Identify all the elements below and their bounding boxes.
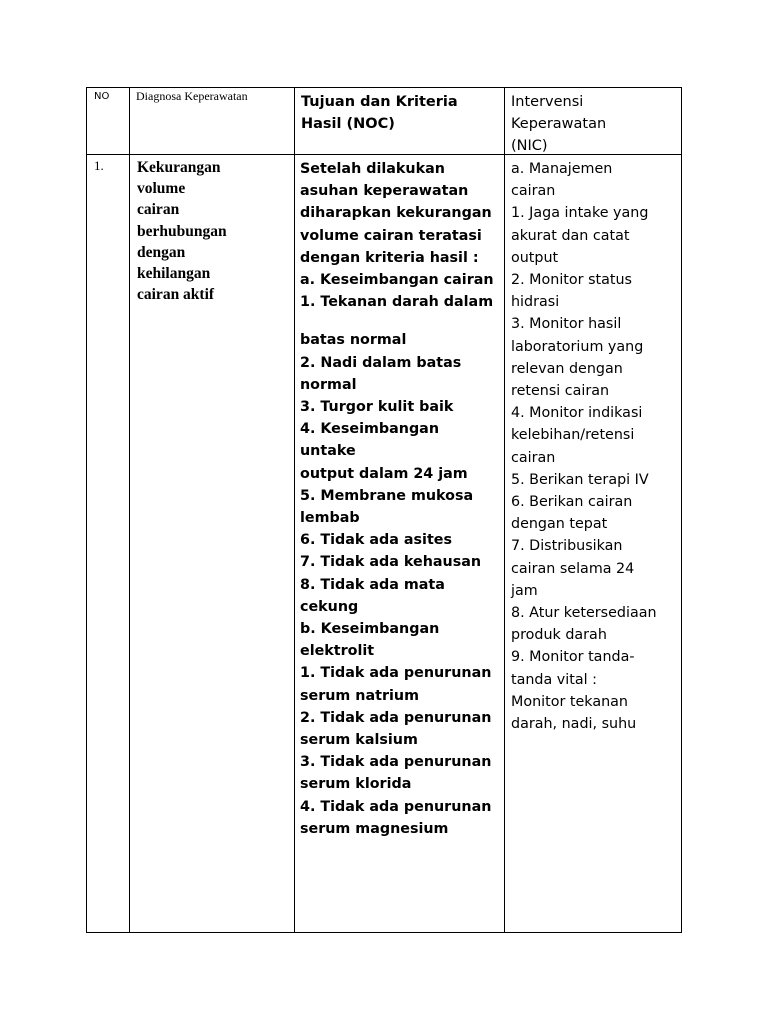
intervensi-line: laboratorium yang — [511, 338, 644, 355]
intervensi-line: 3. Monitor hasil — [511, 316, 622, 333]
tujuan-line: b. Keseimbangan — [300, 621, 440, 638]
header-intervensi-line: Intervensi — [511, 94, 584, 110]
tujuan-line: 6. Tidak ada asites — [300, 532, 452, 549]
tujuan-line: 4. Tidak ada penurunan — [300, 798, 492, 815]
tujuan-line: Setelah dilakukan — [300, 161, 445, 177]
intervensi-line: dengan tepat — [511, 516, 608, 533]
diagnosa-line: dengan — [137, 243, 186, 261]
intervensi-line: cairan — [511, 183, 556, 200]
tujuan-line: serum kalsium — [300, 732, 418, 749]
tujuan-line: 1. Tidak ada penurunan — [300, 665, 492, 682]
tujuan-line: output dalam 24 jam — [300, 465, 468, 482]
tujuan-line: volume cairan teratasi — [300, 227, 482, 244]
paragraph-gap — [300, 313, 500, 329]
intervensi-line: 2. Monitor status — [511, 272, 633, 289]
tujuan-block-a — [300, 158, 500, 313]
tujuan-line: dengan kriteria hasil : — [300, 249, 479, 266]
tujuan-line: a. Keseimbangan cairan — [300, 272, 494, 289]
intervensi-line: hidrasi — [511, 294, 560, 311]
tujuan-line: 2. Tidak ada penurunan — [300, 709, 492, 726]
tujuan-line: 3. Turgor kulit baik — [300, 399, 454, 416]
intervensi-line: produk darah — [511, 627, 607, 644]
intervensi-line: 9. Monitor tanda- — [511, 649, 635, 666]
diagnosa-line: kehilangan — [137, 265, 211, 283]
intervensi-line: output — [511, 249, 559, 266]
diagnosa-line: cairan — [137, 201, 180, 219]
nursing-care-plan-table — [86, 87, 682, 933]
intervensi-line: 4. Monitor indikasi — [511, 405, 643, 422]
tujuan-block-b — [300, 329, 500, 840]
row-number: 1. — [94, 158, 104, 173]
tujuan-line: 1. Tekanan darah dalam — [300, 294, 494, 311]
diagnosa-line: cairan aktif — [137, 286, 215, 304]
tujuan-line: cekung — [300, 598, 359, 615]
intervensi-line: cairan — [511, 449, 556, 466]
intervensi-line: akurat dan catat — [511, 227, 630, 244]
header-intervensi-line: (NIC) — [511, 138, 548, 154]
tujuan-line: normal — [300, 376, 357, 393]
intervensi-line: relevan dengan — [511, 360, 623, 377]
tujuan-cell — [300, 158, 500, 840]
tujuan-line: 7. Tidak ada kehausan — [300, 554, 482, 571]
diagnosa-line: berhubungan — [137, 222, 227, 240]
tujuan-line: serum natrium — [300, 687, 419, 704]
header-intervensi — [511, 91, 681, 157]
intervensi-line: retensi cairan — [511, 383, 610, 400]
tujuan-line: 4. Keseimbangan — [300, 421, 440, 438]
tujuan-line: diharapkan kekurangan — [300, 205, 492, 222]
tujuan-line: lembab — [300, 510, 360, 527]
header-tujuan — [301, 91, 501, 135]
tujuan-line: asuhan keperawatan — [300, 183, 469, 200]
column-divider — [504, 88, 505, 932]
tujuan-line: 8. Tidak ada mata — [300, 576, 445, 593]
diagnosa-line: Kekurangan — [137, 159, 221, 176]
intervensi-line: cairan selama 24 — [511, 560, 635, 577]
intervensi-cell — [511, 158, 686, 735]
column-divider — [129, 88, 130, 932]
tujuan-line: serum magnesium — [300, 820, 449, 837]
tujuan-line: untake — [300, 443, 356, 460]
intervensi-line: tanda vital : — [511, 671, 597, 688]
header-diagnosa: Diagnosa Keperawatan — [136, 89, 248, 103]
tujuan-line: serum klorida — [300, 776, 412, 793]
header-tujuan-line: Hasil (NOC) — [301, 116, 395, 132]
tujuan-line: 5. Membrane mukosa — [300, 487, 474, 504]
intervensi-line: 8. Atur ketersediaan — [511, 605, 657, 622]
diagnosa-line: volume — [137, 180, 186, 198]
header-no: NO — [94, 91, 110, 102]
header-intervensi-line: Keperawatan — [511, 116, 607, 132]
intervensi-line: darah, nadi, suhu — [511, 716, 637, 733]
intervensi-line: 6. Berikan cairan — [511, 494, 633, 511]
tujuan-line: 2. Nadi dalam batas — [300, 354, 462, 371]
intervensi-line: jam — [511, 582, 538, 599]
diagnosa-cell — [137, 157, 297, 305]
tujuan-line: batas normal — [300, 332, 407, 349]
tujuan-line: 3. Tidak ada penurunan — [300, 754, 492, 771]
tujuan-line: elektrolit — [300, 643, 375, 660]
intervensi-line: 5. Berikan terapi IV — [511, 471, 649, 488]
intervensi-line: a. Manajemen — [511, 161, 613, 177]
intervensi-line: 1. Jaga intake yang — [511, 205, 649, 222]
header-tujuan-line: Tujuan dan Kriteria — [301, 94, 458, 110]
intervensi-line: kelebihan/retensi — [511, 427, 635, 444]
intervensi-line: 7. Distribusikan — [511, 538, 623, 555]
intervensi-line: Monitor tekanan — [511, 693, 628, 710]
